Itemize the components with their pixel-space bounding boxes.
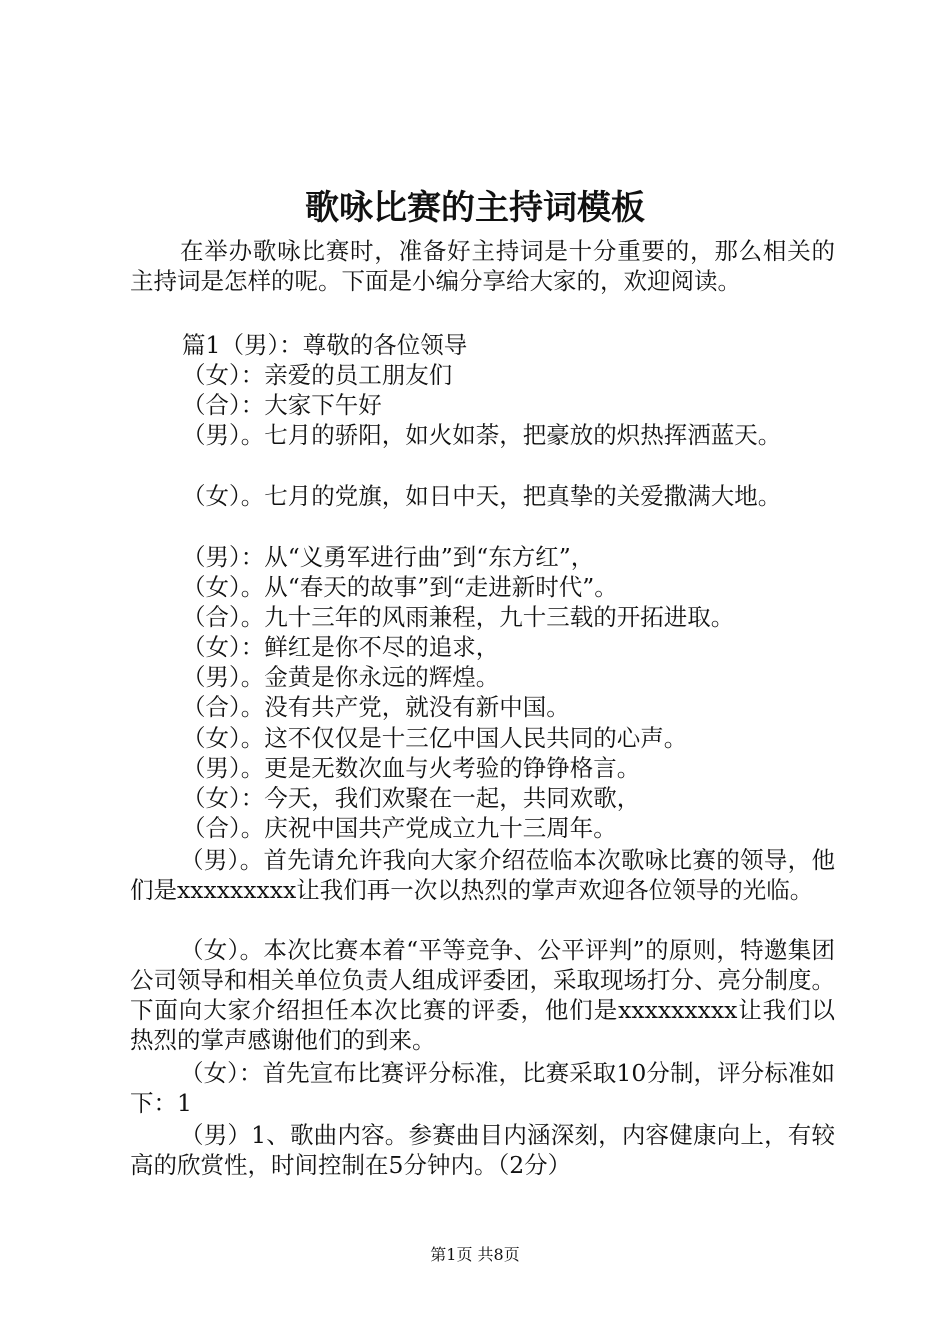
- dialogue-line: （男）。七月的骄阳，如火如荼，把豪放的炽热挥洒蓝天。: [182, 421, 782, 449]
- dialogue-line: （女）：鲜红是你不尽的追求，: [182, 633, 500, 661]
- dialogue-line: （女）：亲爱的员工朋友们: [182, 361, 453, 389]
- dialogue-line: （男）：从“义勇军进行曲”到“东方红”，: [182, 543, 595, 571]
- body-paragraph: （男）1、歌曲内容。参赛曲目内涵深刻，内容健康向上，有较高的欣赏性，时间控制在5分钟内。（2分）: [130, 1121, 835, 1179]
- dialogue-line: （女）。七月的党旗，如日中天，把真挚的关爱撒满大地。: [182, 482, 782, 510]
- intro-paragraph: 在举办歌咏比赛时，准备好主持词是十分重要的，那么相关的主持词是怎样的呢。下面是小编分享给大家的，欢迎阅读。: [130, 237, 835, 295]
- dialogue-line: （合）。没有共产党，就没有新中国。: [182, 693, 570, 721]
- dialogue-line: （女）。从“春天的故事”到“走进新时代”。: [182, 573, 618, 601]
- dialogue-line: 篇1（男）：尊敬的各位领导: [182, 331, 468, 359]
- page-footer: 第1页 共8页: [430, 1245, 520, 1264]
- dialogue-line: （合）。庆祝中国共产党成立九十三周年。: [182, 814, 617, 842]
- dialogue-line: （男）。金黄是你永远的辉煌。: [182, 663, 500, 691]
- dialogue-line: （合）。九十三年的风雨兼程，九十三载的开拓进取。: [182, 603, 735, 631]
- dialogue-line: （女）：今天，我们欢聚在一起，共同欢歌，: [182, 784, 641, 812]
- body-paragraph: （女）：首先宣布比赛评分标准，比赛采取10分制，评分标准如下：1: [130, 1059, 835, 1117]
- body-paragraph: （女）。本次比赛本着“平等竞争、公平评判”的原则，特邀集团公司领导和相关单位负责人组成评委团，采取现场打分、亮分制度。下面向大家介绍担任本次比赛的评委，他们是xxxxxxxxx让我们以热烈的掌声感谢他们的到来。: [130, 936, 835, 1054]
- dialogue-line: （男）。更是无数次血与火考验的铮铮格言。: [182, 754, 641, 782]
- dialogue-line: （合）：大家下午好: [182, 391, 382, 419]
- document-title: 歌咏比赛的主持词模板: [305, 188, 645, 228]
- body-paragraph: （男）。首先请允许我向大家介绍莅临本次歌咏比赛的领导，他们是xxxxxxxxx让我们再一次以热烈的掌声欢迎各位领导的光临。: [130, 846, 835, 904]
- dialogue-line: （女）。这不仅仅是十三亿中国人民共同的心声。: [182, 724, 688, 752]
